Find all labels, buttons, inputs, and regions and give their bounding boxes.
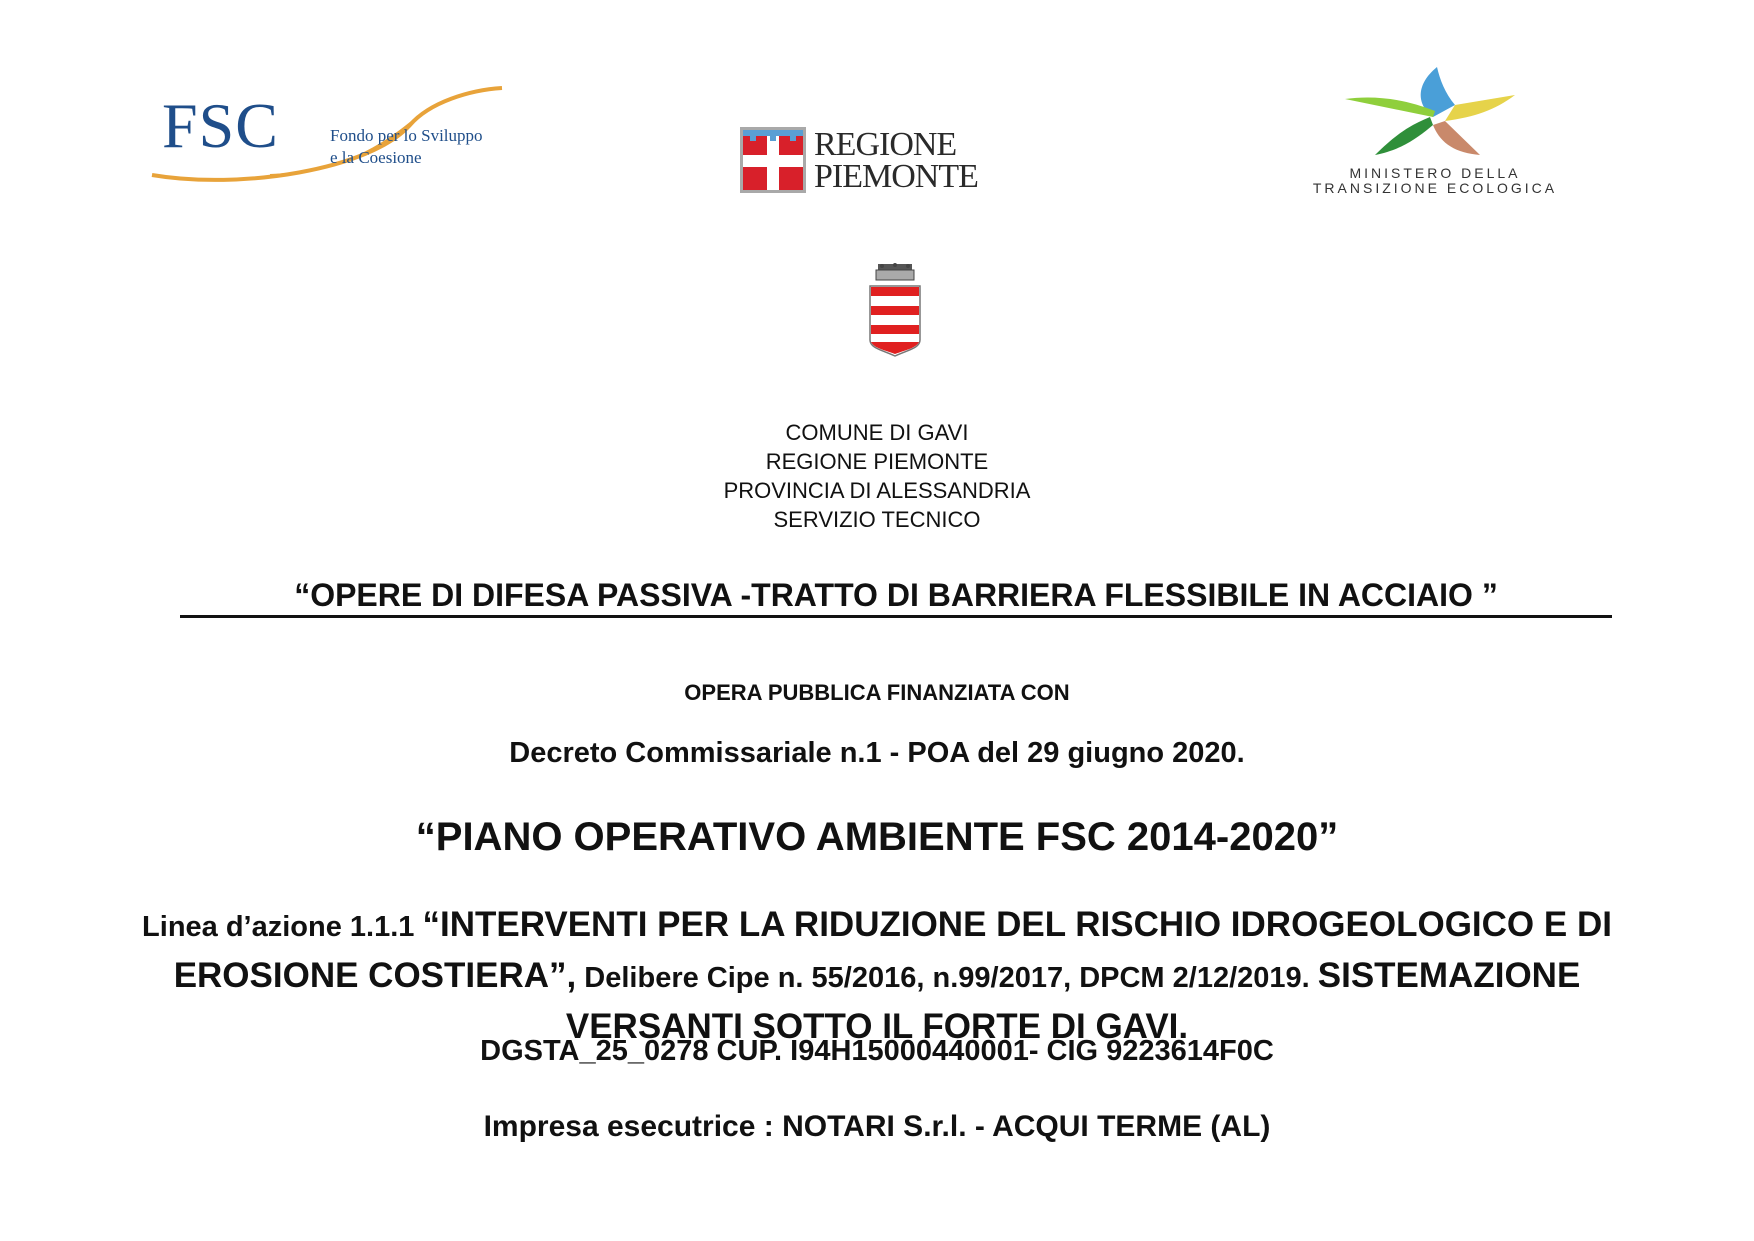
linea-azione-label: Linea d’azione 1.1.1: [142, 911, 423, 943]
ministero-star-emblem: [1345, 65, 1525, 165]
linea-azione-block: [100, 903, 1654, 1056]
fsc-subtitle-line2: e la Coesione: [330, 148, 422, 167]
regione-piemonte-emblem: [740, 127, 806, 193]
ente-line-regione: REGIONE PIEMONTE: [765, 449, 989, 474]
ente-line-comune: COMUNE DI GAVI: [785, 420, 969, 445]
fsc-logo: [150, 80, 510, 190]
regione-logo-line2: PIEMONTE: [814, 158, 978, 195]
ente-block: [0, 418, 1754, 534]
regione-piemonte-logo: [740, 125, 978, 195]
piano-title: “PIANO OPERATIVO AMBIENTE FSC 2014-2020”: [415, 815, 1339, 859]
gavi-coat-of-arms: [868, 262, 922, 358]
linea-delibere: Delibere Cipe n. 55/2016, n.99/2017, DPCM 2/12/2019.: [576, 962, 1318, 994]
impresa-esecutrice: Impresa esecutrice : NOTARI S.r.l. - ACQUI TERME (AL): [483, 1110, 1271, 1143]
main-title: “OPERE DI DIFESA PASSIVA -TRATTO DI BARRIERA FLESSIBILE IN ACCIAIO ”: [180, 575, 1612, 618]
project-codes: DGSTA_25_0278 CUP. I94H15000440001- CIG 9223614F0C: [480, 1035, 1274, 1067]
ente-line-provincia: PROVINCIA DI ALESSANDRIA: [723, 478, 1031, 503]
ministero-logo-line1: MINISTERO DELLA: [1349, 165, 1521, 181]
linea-azione-title: “INTERVENTI PER LA RIDUZIONE DEL RISCHIO IDROGEOLOGICO E DI EROSIONE COSTIERA”,: [173, 905, 1612, 995]
ministero-logo-line2: TRANSIZIONE ECOLOGICA: [1312, 180, 1558, 196]
ministero-logo: [1275, 65, 1595, 200]
regione-logo-line1: REGIONE: [814, 126, 957, 163]
decree-line: Decreto Commissariale n.1 - POA del 29 giugno 2020.: [509, 737, 1245, 769]
fsc-letters: FSC: [162, 90, 279, 161]
funded-by-label: OPERA PUBBLICA FINANZIATA CON: [684, 680, 1070, 705]
linea-sistemazione: SISTEMAZIONE VERSANTI SOTTO IL FORTE DI GAVI.: [565, 956, 1581, 1046]
ente-line-servizio: SERVIZIO TECNICO: [773, 507, 981, 532]
fsc-subtitle-line1: Fondo per lo Sviluppo: [330, 126, 483, 145]
